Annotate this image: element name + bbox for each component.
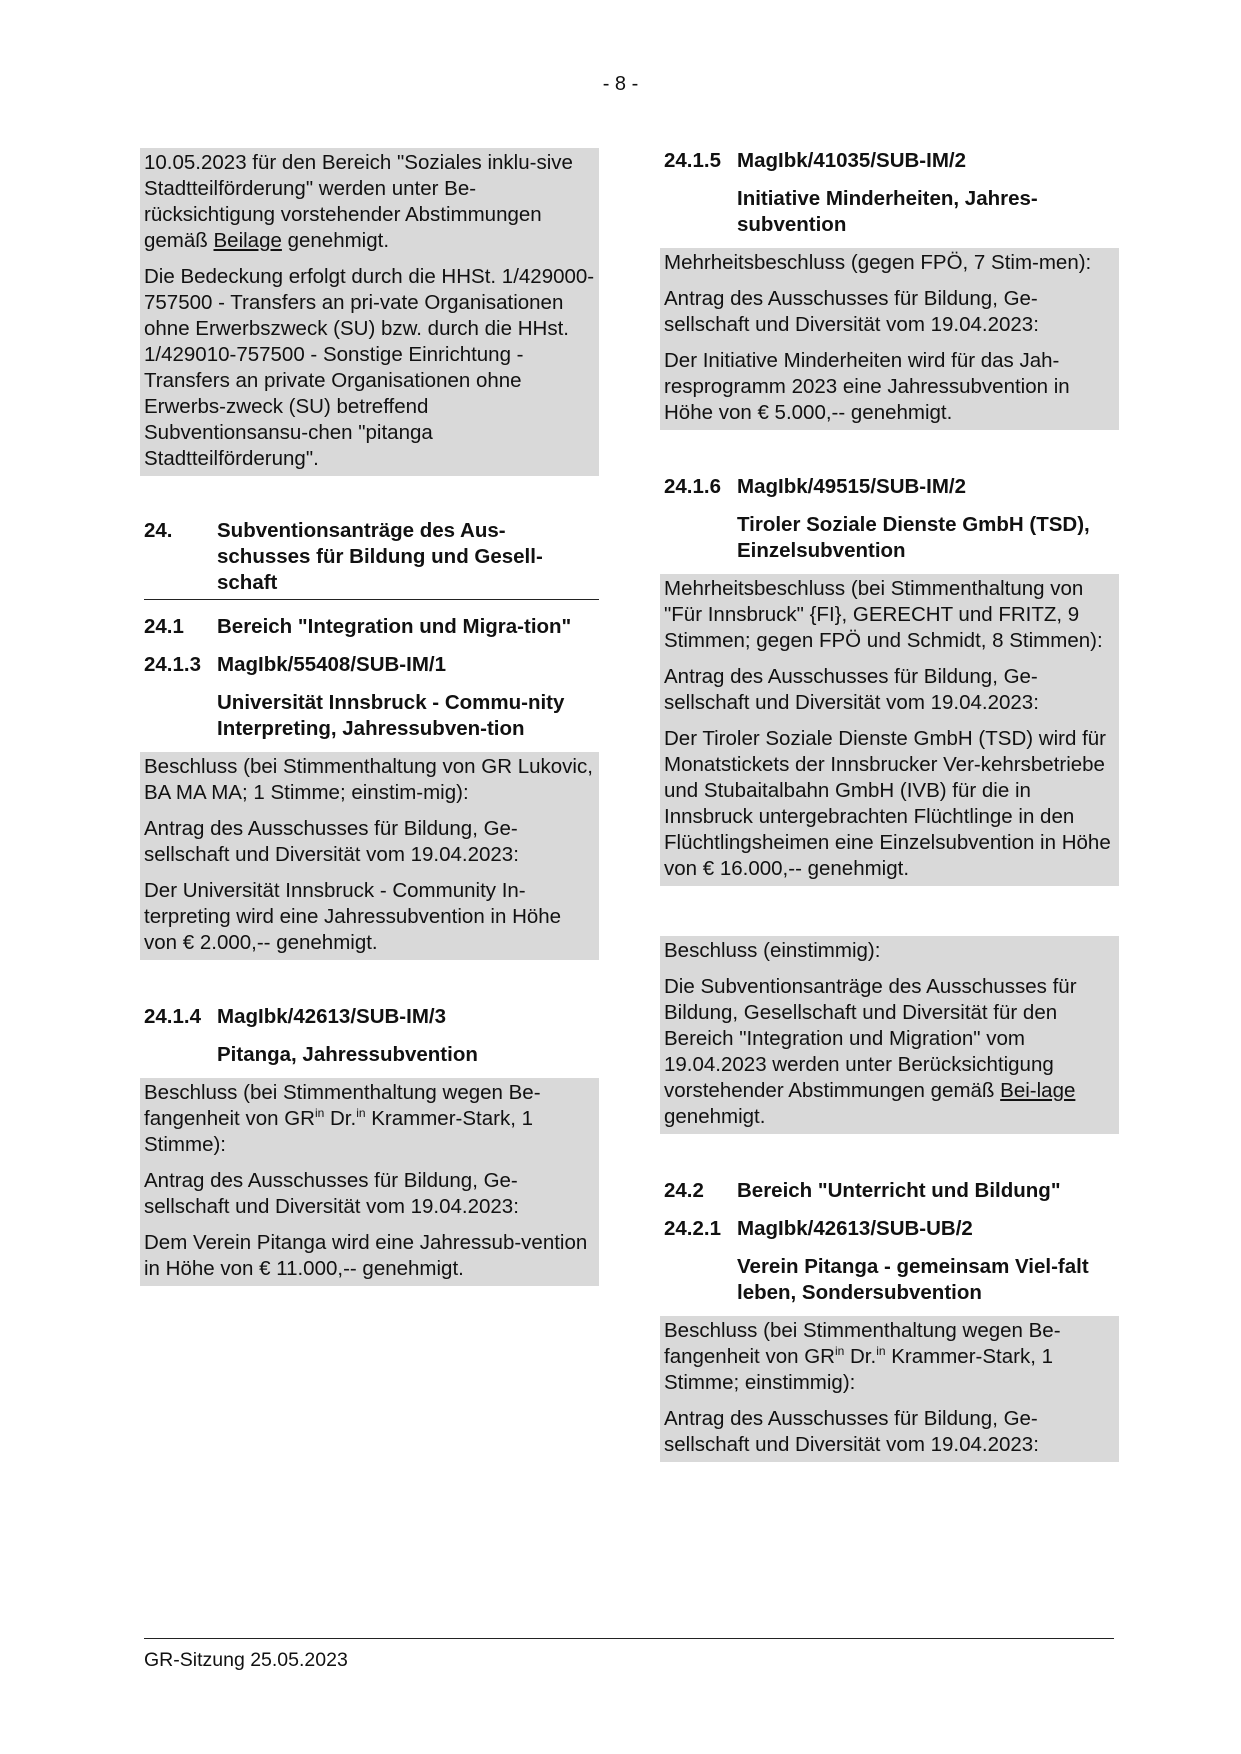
section-number: 24.2	[664, 1179, 704, 1202]
motion-paragraph: Antrag des Ausschusses für Bildung, Ge-sellschaft und Diversität vom 19.04.2023:	[664, 287, 1039, 336]
section-24-1-3-block	[140, 752, 599, 960]
section-24-1-3-heading	[144, 652, 599, 678]
superscript: in	[834, 1344, 845, 1358]
text: Die Subventionsanträge des Ausschusses für Bildung, Gesellschaft und Diversität für den Bereich "Integration und Migration" vom 19.04.2023 werden unter Berücksichtigung vorstehender Abstimmungen gemäß	[664, 975, 1077, 1102]
section-24-1-5-block	[660, 248, 1119, 430]
section-24-1-5-subtitle: Initiative Minderheiten, Jahres-subvention	[737, 187, 1038, 236]
right-column	[664, 148, 1119, 1462]
text: genehmigt.	[664, 1105, 766, 1128]
resolution-paragraph: Mehrheitsbeschluss (gegen FPÖ, 7 Stim-men):	[664, 251, 1092, 274]
page-number: - 8 -	[602, 73, 639, 95]
section-title: MagIbk/42613/SUB-UB/2	[737, 1217, 973, 1240]
section-24-1-6-block	[660, 574, 1119, 886]
text: Krammer-Stark, 1 Stimme; einstimmig):	[664, 1345, 1053, 1394]
motion-paragraph: Antrag des Ausschusses für Bildung, Ge-sellschaft und Diversität vom 19.04.2023:	[144, 817, 519, 866]
section-number: 24.1.6	[664, 475, 721, 498]
motion-paragraph: Antrag des Ausschusses für Bildung, Ge-sellschaft und Diversität vom 19.04.2023:	[664, 1407, 1039, 1456]
section-24-1-4-block	[140, 1078, 599, 1286]
section-title: Subventionsanträge des Aus-schusses für Bildung und Gesell-schaft	[217, 519, 543, 594]
resolution-paragraph: Mehrheitsbeschluss (bei Stimmenthaltung von "Für Innsbruck" {FI}, GERECHT und FRITZ, 9 Stimmen; gegen FPÖ und Schmidt, 8 Stimmen):	[664, 577, 1103, 652]
grant-paragraph: Der Tiroler Soziale Dienste GmbH (TSD) wird für Monatstickets der Innsbrucker Ver-kehrsbetriebe und Stubaitalbahn GmbH (IVB) für die in Innsbruck untergebrachten Flüchtlinge in den Flüchtlingsheimen eine Einzelsubvention in Höhe von € 16.000,-- genehmigt.	[664, 727, 1111, 880]
section-title: Bereich "Unterricht und Bildung"	[737, 1179, 1061, 1202]
summary-resolution: Beschluss (einstimmig):	[664, 939, 881, 962]
grant-paragraph: Der Initiative Minderheiten wird für das Jah-resprogramm 2023 eine Jahressubvention in Höhe von € 5.000,-- genehmigt.	[664, 349, 1070, 424]
section-title: MagIbk/55408/SUB-IM/1	[217, 653, 446, 676]
section-24-1-3-subtitle: Universität Innsbruck - Commu-nity Interpreting, Jahressubven-tion	[217, 691, 565, 740]
text: Beschluss (bei Stimmenthaltung wegen Be-fangenheit von GR	[664, 1319, 1061, 1368]
superscript: in	[356, 1106, 366, 1120]
section-number: 24.1	[144, 615, 184, 638]
section-24-1-4-heading	[144, 1004, 599, 1030]
section-24-1-6-heading	[664, 474, 1119, 500]
superscript: in	[314, 1106, 325, 1120]
resolution-paragraph	[144, 1080, 595, 1158]
section-number: 24.	[144, 519, 173, 542]
section-24-2-1-block	[660, 1316, 1119, 1462]
summary-paragraph	[664, 974, 1115, 1130]
page-footer: GR-Sitzung 25.05.2023	[144, 1638, 1114, 1672]
section-number: 24.1.4	[144, 1005, 201, 1028]
section-title: MagIbk/49515/SUB-IM/2	[737, 475, 966, 498]
text: 10.05.2023 für den Bereich "Soziales inklu-sive Stadtteilförderung" werden unter Be-rücksichtigung vorstehender Abstimmungen gemäß	[144, 151, 573, 252]
section-24-1-heading	[144, 614, 599, 640]
left-column	[144, 148, 599, 1286]
resolution-paragraph	[664, 1318, 1115, 1396]
text: genehmigt.	[281, 229, 390, 252]
grant-paragraph: Der Universität Innsbruck - Community In-terpreting wird eine Jahressubvention in Höhe von € 2.000,-- genehmigt.	[144, 879, 562, 954]
continuation-paragraph-2: Die Bedeckung erfolgt durch die HHSt. 1/429000-757500 - Transfers an pri-vate Organisationen ohne Erwerbszweck (SU) bzw. durch die HHst. 1/429010-757500 - Sonstige Einrichtung - Transfers an private Organisationen ohne Erwerbs-zweck (SU) betreffend Subventionsansu-chen "pitanga Stadtteilförderung".	[144, 265, 595, 470]
section-24-1-4-subtitle: Pitanga, Jahressubvention	[217, 1043, 478, 1066]
section-title: MagIbk/41035/SUB-IM/2	[737, 149, 966, 172]
beilage-link[interactable]: Bei-lage	[1000, 1079, 1076, 1102]
section-24-2-1-heading	[664, 1216, 1119, 1242]
motion-paragraph: Antrag des Ausschusses für Bildung, Ge-sellschaft und Diversität vom 19.04.2023:	[144, 1169, 519, 1218]
text: Dr.	[324, 1107, 357, 1130]
summary-block	[660, 936, 1119, 1134]
section-24-1-6-subtitle: Tiroler Soziale Dienste GmbH (TSD), Einzelsubvention	[737, 513, 1090, 562]
section-number: 24.2.1	[664, 1217, 721, 1240]
beilage-link[interactable]: Beilage	[213, 229, 282, 252]
text: Dr.	[844, 1345, 877, 1368]
motion-paragraph: Antrag des Ausschusses für Bildung, Ge-sellschaft und Diversität vom 19.04.2023:	[664, 665, 1039, 714]
section-number: 24.1.5	[664, 149, 721, 172]
continuation-paragraph-1	[144, 150, 595, 254]
section-24-2-heading	[664, 1178, 1119, 1204]
section-24-1-5-heading	[664, 148, 1119, 174]
text: Krammer-Stark, 1 Stimme):	[144, 1107, 533, 1156]
section-title: Bereich "Integration und Migra-tion"	[217, 615, 572, 638]
continuation-block	[140, 148, 599, 476]
resolution-paragraph: Beschluss (bei Stimmenthaltung von GR Lukovic, BA MA MA; 1 Stimme; einstim-mig):	[144, 755, 593, 804]
text: Beschluss (bei Stimmenthaltung wegen Be-fangenheit von GR	[144, 1081, 541, 1130]
superscript: in	[876, 1344, 886, 1358]
section-number: 24.1.3	[144, 653, 201, 676]
section-24-2-1-subtitle: Verein Pitanga - gemeinsam Viel-falt leben, Sondersubvention	[737, 1255, 1089, 1304]
grant-paragraph: Dem Verein Pitanga wird eine Jahressub-vention in Höhe von € 11.000,-- genehmigt.	[144, 1231, 588, 1280]
section-24-heading	[144, 518, 599, 600]
section-title: MagIbk/42613/SUB-IM/3	[217, 1005, 446, 1028]
